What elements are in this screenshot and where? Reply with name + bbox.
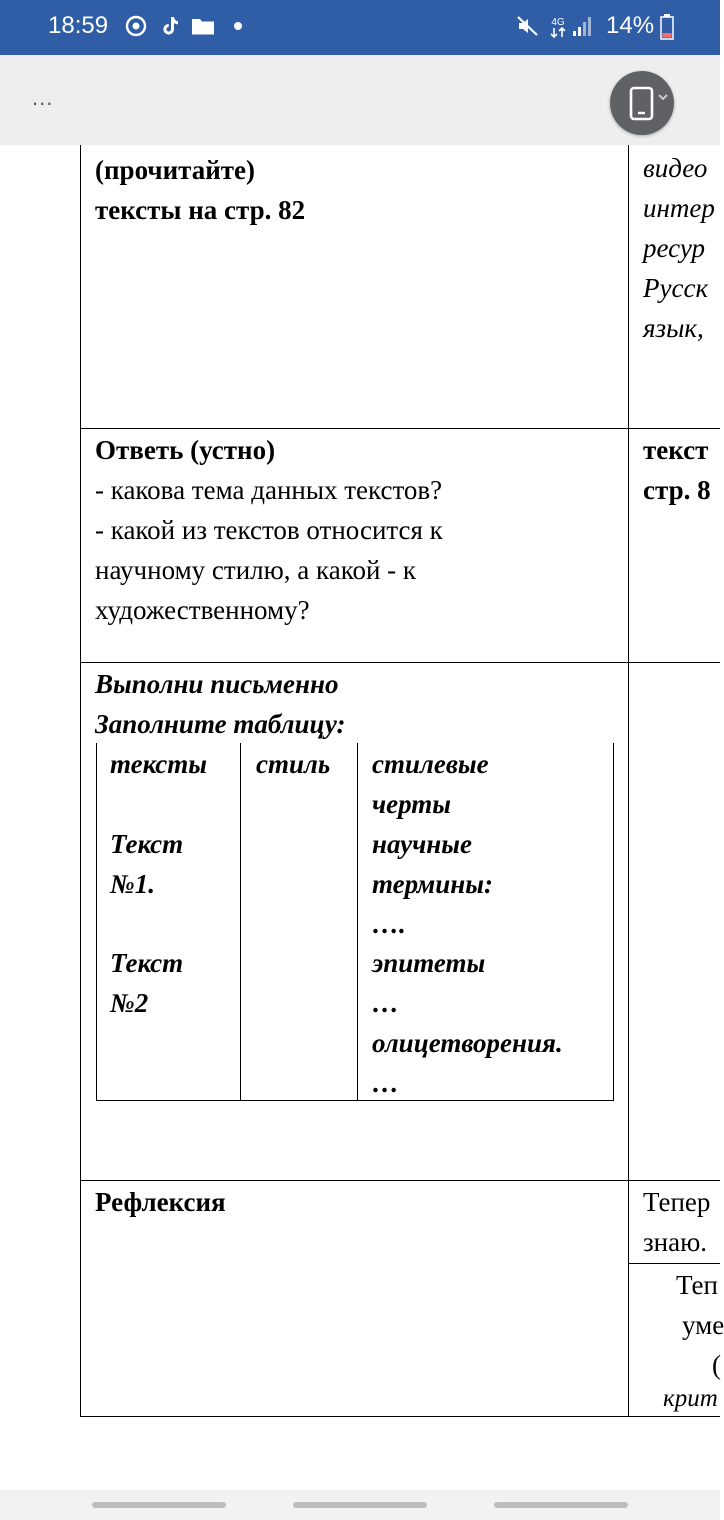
inner-table-cell: №2 — [110, 988, 149, 1018]
svg-text:4G: 4G — [551, 17, 565, 28]
inner-table-cell: №1. — [110, 869, 155, 899]
inner-table-cell: Текст — [110, 829, 184, 859]
inner-table-cell: … — [372, 1068, 399, 1098]
table-border-left — [80, 145, 81, 1417]
inner-table-cell: эпитеты — [372, 948, 486, 978]
inner-table-cell: … — [372, 988, 399, 1018]
row-divider — [80, 1180, 720, 1181]
row2-question: - какой из текстов относится к — [95, 515, 443, 545]
table-border-bottom — [80, 1416, 720, 1417]
table-border-middle — [628, 145, 629, 1417]
nav-home-button[interactable] — [293, 1502, 427, 1508]
row4-title: Рефлексия — [95, 1187, 226, 1217]
inner-table-cell: научные — [372, 829, 472, 859]
status-bar — [0, 0, 720, 55]
row3-subtitle: Заполните таблицу: — [95, 709, 346, 739]
row-divider — [80, 662, 720, 663]
row4-right-text: Теп — [676, 1270, 718, 1300]
inner-table-cell: Текст — [110, 948, 184, 978]
more-options-button[interactable]: ... — [32, 85, 54, 110]
signal-icon — [572, 14, 594, 38]
row4-right-text: крит — [663, 1385, 718, 1412]
inner-table-header: стиль — [256, 749, 331, 779]
app-toolbar — [0, 55, 720, 145]
navigation-bar — [0, 1490, 720, 1520]
network-4g-icon — [547, 14, 569, 40]
row2-right-text: стр. 8 — [643, 475, 711, 505]
battery-percent: 14% — [606, 12, 655, 39]
inner-table-cell: термины: — [372, 869, 494, 899]
row4-right-text: ( — [712, 1350, 721, 1380]
row1-right-text: видео — [643, 153, 708, 183]
inner-table-cell: …. — [372, 909, 406, 939]
inner-table-header: черты — [372, 789, 452, 819]
phone-icon — [610, 71, 674, 135]
row2-question: научному стилю, а какой - к — [95, 555, 417, 585]
row4-right-text: уме — [682, 1310, 724, 1340]
inner-table-header: тексты — [110, 749, 208, 779]
dot-icon — [232, 14, 244, 38]
battery-icon — [660, 14, 674, 40]
row3-title: Выполни письменно — [95, 669, 339, 699]
row2-title: Ответь (устно) — [95, 435, 276, 465]
row1-text-line: тексты на стр. 82 — [95, 195, 306, 225]
tiktok-icon — [158, 14, 182, 38]
inner-table-border — [357, 743, 358, 1100]
inner-table-header: стилевые — [372, 749, 489, 779]
row4-right-text: Тепер — [643, 1187, 711, 1217]
row4-right-text: знаю. — [643, 1227, 708, 1257]
cell-divider — [628, 1263, 720, 1264]
inner-table-border — [613, 743, 614, 1100]
mobile-view-button[interactable] — [610, 71, 674, 135]
nav-recents-button[interactable] — [92, 1502, 226, 1508]
row1-right-text: язык, — [643, 313, 704, 343]
row2-right-text: текст — [643, 435, 709, 465]
row-divider — [80, 428, 720, 429]
document-page[interactable] — [0, 145, 724, 1490]
row2-question: - какова тема данных текстов? — [95, 475, 443, 505]
row1-right-text: Русск — [643, 273, 709, 303]
nav-back-button[interactable] — [494, 1502, 628, 1508]
inner-table-border — [96, 743, 97, 1100]
row2-question: художественному? — [95, 595, 310, 625]
row1-right-text: ресур — [643, 233, 706, 263]
sync-icon — [124, 14, 148, 38]
folder-icon — [190, 14, 216, 38]
inner-table-cell: олицетворения. — [372, 1028, 563, 1058]
status-time: 18:59 — [48, 12, 109, 39]
mute-icon — [516, 14, 540, 38]
inner-table-border — [240, 743, 241, 1100]
row1-text-line: (прочитайте) — [95, 155, 256, 185]
inner-table-border — [96, 1100, 614, 1101]
row1-right-text: интер — [643, 193, 715, 223]
